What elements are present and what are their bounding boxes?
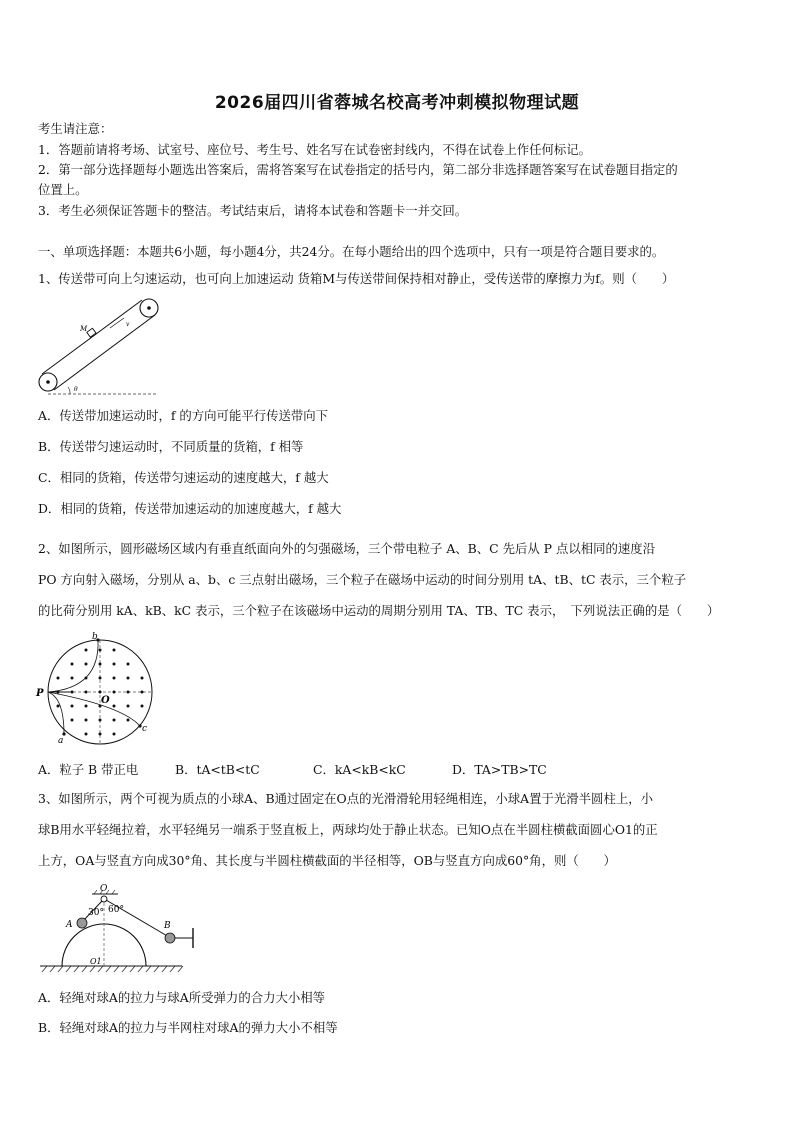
field-dot <box>127 705 130 708</box>
q1-option-d: D．相同的货箱，传送带加速运动的加速度越大，f 越大 <box>38 501 342 516</box>
q2-option-b: B．tA<tB<tC <box>175 762 260 777</box>
q1-option-b: B．传送带匀速运动时，不同质量的货箱，f 相等 <box>38 439 304 454</box>
field-dot <box>85 663 88 666</box>
field-dot <box>99 677 102 680</box>
field-dot <box>127 663 130 666</box>
q2-label-c: c <box>142 724 148 734</box>
field-dot <box>99 719 102 722</box>
field-dot <box>127 691 130 694</box>
q3-label-b: B <box>164 921 171 931</box>
q2-label-b: b <box>92 632 98 642</box>
field-dot <box>57 677 60 680</box>
field-dot <box>85 733 88 736</box>
field-dot <box>99 649 102 652</box>
q3-label-60: 60° <box>108 905 124 915</box>
q1-label-theta: θ <box>74 386 78 393</box>
field-dot <box>127 677 130 680</box>
field-dot <box>113 705 116 708</box>
notice-item-3: 3．考生必须保证答题卡的整洁。考试结束后，请将本试卷和答题卡一并交回。 <box>38 203 468 218</box>
q2-stem-line-2: PO 方向射入磁场，分别从 a、b、c 三点射出磁场，三个粒子在磁场中运动的时间分别用 tA、tB、tC 表示，三个粒子 <box>38 572 687 587</box>
q2-stem-line-1: 2、如图所示，圆形磁场区域内有垂直纸面向外的匀强磁场，三个带电粒子 A、B、C 先后从 P 点以相同的速度沿 <box>38 541 656 556</box>
q3-label-30: 30° <box>88 908 104 918</box>
q3-stem-line-3: 上方，OA与竖直方向成30°角、其长度与半圆柱横截面的半径相等，OB与竖直方向成60°角，则（ ） <box>38 853 616 868</box>
notice-item-2: 2．第一部分选择题每小题选出答案后，需将答案写在试卷指定的括号内，第二部分非选择题答案写在试卷题目指定的 <box>38 162 678 177</box>
q2-option-a: A．粒子 B 带正电 <box>38 762 139 777</box>
field-dot <box>113 663 116 666</box>
page-title: 2026届四川省蓉城名校高考冲刺模拟物理试题 <box>214 93 580 113</box>
notice-item-2-cont: 位置上。 <box>38 182 88 197</box>
field-dot <box>85 705 88 708</box>
section-heading: 一、单项选择题：本题共6小题，每小题4分，共24分。在每小题给出的四个选项中，只有一项是符合题目要求的。 <box>38 244 665 259</box>
q2-label-a: a <box>58 736 64 746</box>
q3-stem-line-1: 3、如图所示，两个可视为质点的小球A、B通过固定在O点的光滑滑轮用轻绳相连，小球A置于光滑半圆柱上，小 <box>38 791 654 806</box>
field-dot <box>99 733 102 736</box>
q1-stem: 1、传送带可向上匀速运动，也可向上加速运动 货箱M与传送带间保持相对静止，受传送带的摩擦力为f。则（ ） <box>38 271 675 286</box>
field-dot <box>113 719 116 722</box>
q3-label-o: O <box>100 884 108 894</box>
q2-label-o: O <box>101 695 110 706</box>
field-dot <box>71 719 74 722</box>
notice-heading: 考生请注意： <box>38 121 113 136</box>
field-dot <box>85 719 88 722</box>
q3-pulley-figure <box>38 882 200 974</box>
notice-item-1: 1．答题前请将考场、试室号、座位号、考生号、姓名写在试卷密封线内，不得在试卷上作任何标记。 <box>38 142 592 157</box>
field-dot <box>127 719 130 722</box>
q1-label-m: M <box>80 325 88 333</box>
field-dot <box>113 649 116 652</box>
q2-options-row <box>0 760 794 780</box>
q3-label-o1: O1 <box>90 957 102 966</box>
q3-label-a: A <box>66 920 73 930</box>
field-dot <box>141 691 144 694</box>
q3-stem-line-2: 球B用水平轻绳拉着，水平轻绳另一端系于竖直板上，两球均处于静止状态。已知O点在半圆柱横截面圆心O1的正 <box>38 822 658 837</box>
field-dot <box>141 705 144 708</box>
field-dot <box>141 677 144 680</box>
field-dot <box>57 705 60 708</box>
field-dot <box>85 649 88 652</box>
field-dot <box>113 677 116 680</box>
q1-label-v: v <box>126 321 130 328</box>
q2-label-p: P <box>36 688 44 699</box>
field-dot <box>71 691 74 694</box>
field-dot <box>113 733 116 736</box>
q2-option-d: D．TA>TB>TC <box>452 762 547 777</box>
q1-option-c: C．相同的货箱，传送带匀速运动的速度越大，f 越大 <box>38 470 329 485</box>
field-dot <box>99 691 102 694</box>
field-dot <box>71 663 74 666</box>
q1-conveyor-figure <box>36 294 162 398</box>
q2-stem-line-3: 的比荷分别用 kA、kB、kC 表示，三个粒子在该磁场中运动的周期分别用 TA、TB、TC 表示， 下列说法正确的是（ ） <box>38 603 720 618</box>
field-dot <box>99 663 102 666</box>
q2-magnetic-field-figure <box>34 630 164 746</box>
field-dot <box>71 705 74 708</box>
q3-option-a: A．轻绳对球A的拉力与球A所受弹力的合力大小相等 <box>38 990 326 1005</box>
q3-option-b: B．轻绳对球A的拉力与半网柱对球A的弹力大小不相等 <box>38 1020 338 1035</box>
q1-option-a: A．传送带加速运动时，f 的方向可能平行传送带向下 <box>38 408 329 423</box>
field-dot <box>113 691 116 694</box>
q2-option-c: C．kA<kB<kC <box>313 762 406 777</box>
field-dot <box>71 677 74 680</box>
field-dot <box>85 691 88 694</box>
